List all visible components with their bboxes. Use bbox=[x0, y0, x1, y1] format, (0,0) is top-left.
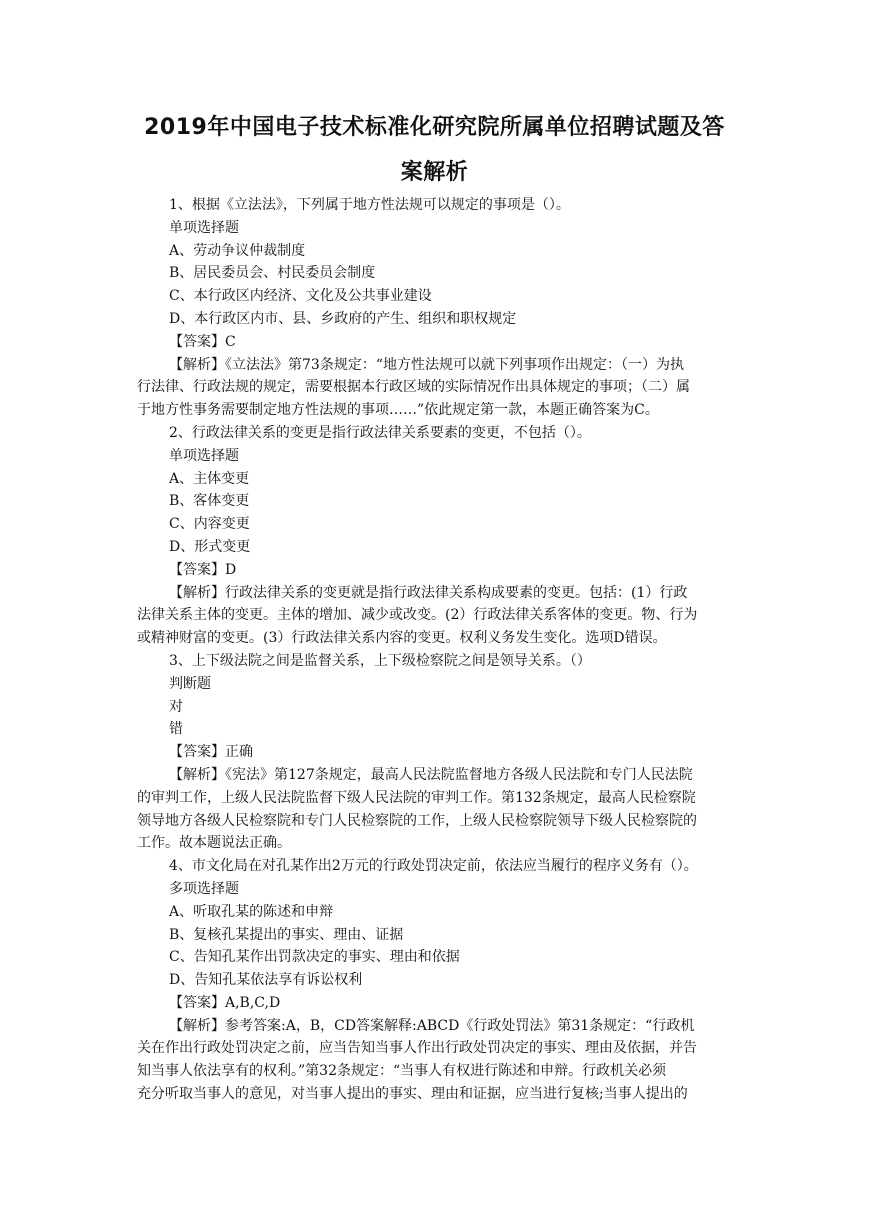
question-2-type: 单项选择题 bbox=[169, 447, 239, 464]
question-4-answer: 【答案】A,B,C,D bbox=[169, 994, 281, 1011]
question-3-option-false: 错 bbox=[169, 721, 183, 738]
question-3-stem: 3、上下级法院之间是监督关系，上下级检察院之间是领导关系。（） bbox=[169, 652, 591, 669]
question-2-option-a: A、主体变更 bbox=[169, 470, 250, 487]
question-1-explanation-cont: 行法律、行政法规的规定，需要根据本行政区域的实际情况作出具体规定的事项；（二）属 bbox=[137, 379, 690, 396]
question-3-explanation: 【解析】《宪法》第127条规定，最高人民法院监督地方各级人民法院和专门人民法院 bbox=[169, 766, 693, 783]
question-3-answer: 【答案】正确 bbox=[169, 744, 253, 761]
question-3-option-true: 对 bbox=[169, 698, 183, 715]
question-4-option-d: D、告知孔某依法享有诉讼权利 bbox=[169, 972, 363, 989]
question-1-option-b: B、居民委员会、村民委员会制度 bbox=[169, 265, 376, 282]
question-4-option-a: A、听取孔某的陈述和申辩 bbox=[169, 903, 334, 920]
question-3-explanation-cont: 工作。故本题说法正确。 bbox=[137, 835, 291, 852]
question-4-explanation: 【解析】参考答案:A，B，CD答案解释:ABCD《行政处罚法》第31条规定：“行政机 bbox=[169, 1017, 695, 1034]
question-4-explanation-cont: 知当事人依法享有的权利。”第32条规定：“当事人有权进行陈述和申辩。行政机关必须 bbox=[137, 1063, 667, 1080]
document-body bbox=[137, 194, 738, 1106]
question-1-explanation-cont: 于地方性事务需要制定地方性法规的事项……”依此规定第一款，本题正确答案为C。 bbox=[137, 402, 659, 419]
question-4-stem: 4、市文化局在对孔某作出2万元的行政处罚决定前，依法应当履行的程序义务有（）。 bbox=[169, 858, 698, 875]
question-2-explanation-cont: 或精神财富的变更。(3）行政法律关系内容的变更。权利义务发生变化。选项D错误。 bbox=[137, 630, 667, 647]
question-2-answer: 【答案】D bbox=[169, 561, 237, 578]
question-4-explanation-cont: 充分听取当事人的意见，对当事人提出的事实、理由和证据，应当进行复核;当事人提出的 bbox=[137, 1086, 688, 1103]
question-1-stem: 1、根据《立法法》，下列属于地方性法规可以规定的事项是（）。 bbox=[169, 197, 570, 213]
question-1-answer: 【答案】C bbox=[169, 333, 236, 350]
question-2-explanation: 【解析】行政法律关系的变更就是指行政法律关系构成要素的变更。包括：(1）行政 bbox=[169, 584, 688, 601]
question-4-option-b: B、复核孔某提出的事实、理由、证据 bbox=[169, 926, 404, 943]
question-1-option-d: D、本行政区内市、县、乡政府的产生、组织和职权规定 bbox=[169, 310, 517, 327]
question-1-option-a: A、劳动争议仲裁制度 bbox=[169, 242, 306, 259]
question-3-explanation-cont: 的审判工作，上级人民法院监督下级人民法院的审判工作。第132条规定，最高人民检察院 bbox=[137, 789, 696, 806]
question-2-option-d: D、形式变更 bbox=[169, 538, 251, 555]
question-4-type: 多项选择题 bbox=[169, 880, 239, 897]
question-4-explanation-cont: 关在作出行政处罚决定之前，应当告知当事人作出行政处罚决定的事实、理由及依据，并告 bbox=[137, 1040, 697, 1057]
question-1-option-c: C、本行政区内经济、文化及公共事业建设 bbox=[169, 288, 432, 305]
question-3-explanation-cont: 领导地方各级人民检察院和专门人民检察院的工作，上级人民检察院领导下级人民检察院的 bbox=[137, 812, 697, 829]
question-3-type: 判断题 bbox=[169, 675, 211, 692]
question-2-explanation-cont: 法律关系主体的变更。主体的增加、减少或改变。(2）行政法律关系客体的变更。物、行为 bbox=[137, 607, 698, 624]
question-2-option-c: C、内容变更 bbox=[169, 516, 250, 533]
question-1-type: 单项选择题 bbox=[169, 219, 239, 236]
document-title-line-1: 2019年中国电子技术标准化研究院所属单位招聘试题及答 bbox=[144, 115, 725, 140]
question-2-stem: 2、行政法律关系的变更是指行政法律关系要素的变更，不包括（）。 bbox=[169, 424, 591, 441]
question-4-option-c: C、告知孔某作出罚款决定的事实、理由和依据 bbox=[169, 949, 460, 966]
question-2-option-b: B、客体变更 bbox=[169, 493, 250, 510]
question-1-explanation: 【解析】《立法法》第73条规定：“地方性法规可以就下列事项作出规定：（一）为执 bbox=[169, 356, 684, 373]
document-title-line-2: 案解析 bbox=[400, 160, 469, 185]
